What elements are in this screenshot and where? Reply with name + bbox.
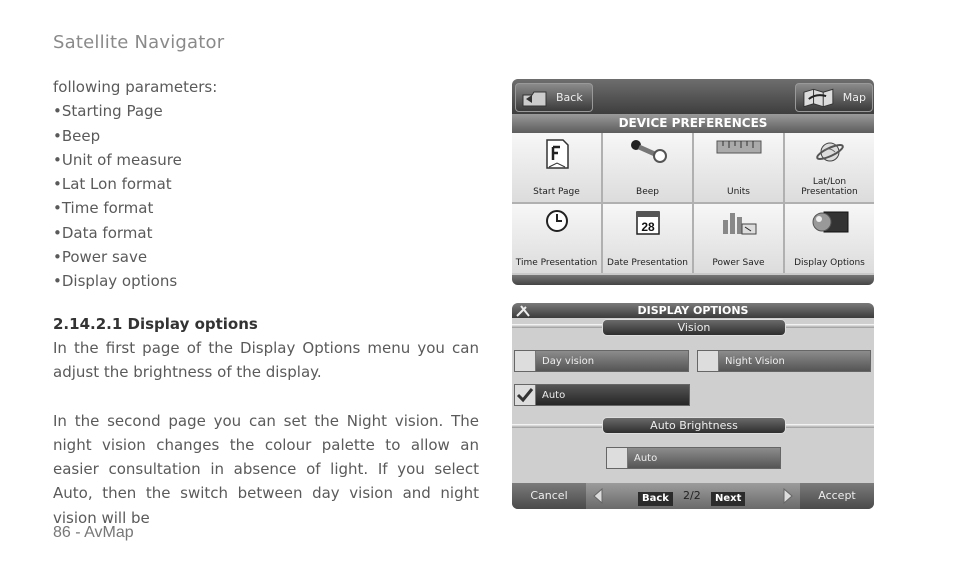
map-button[interactable]: Map bbox=[795, 83, 873, 112]
accept-button[interactable]: Accept bbox=[800, 483, 874, 509]
checkmark-icon bbox=[516, 387, 534, 403]
units-tile[interactable]: Units bbox=[694, 133, 783, 202]
checkbox[interactable] bbox=[607, 448, 628, 468]
calendar-day: 28 bbox=[640, 220, 655, 234]
back-button[interactable]: Back bbox=[515, 83, 593, 112]
page-indicator: 2/2 bbox=[683, 489, 701, 502]
beep-icon bbox=[627, 137, 669, 165]
list-item: •Data format bbox=[53, 223, 153, 242]
list-item: •Display options bbox=[53, 272, 178, 291]
display-options-screen bbox=[512, 303, 874, 509]
auto-vision-option[interactable]: Auto bbox=[514, 384, 690, 406]
display-icon bbox=[808, 208, 852, 236]
globe-icon bbox=[814, 137, 846, 167]
auto-brightness-heading: Auto Brightness bbox=[602, 417, 786, 434]
start-page-icon bbox=[542, 137, 572, 171]
clock-icon bbox=[544, 208, 570, 234]
list-item: •Power save bbox=[53, 248, 148, 267]
bottom-strip bbox=[512, 275, 874, 285]
paragraph: In the second page you can set the Night vision. The night vision changes the colour palette to allow an easier consultation in absence of light. If you select Auto, then the switch between day vision and night vision will be bbox=[53, 411, 479, 527]
back-page-button[interactable]: Back bbox=[638, 492, 673, 506]
checkbox[interactable] bbox=[515, 351, 536, 371]
running-header: Satellite Navigator bbox=[53, 32, 225, 53]
latlon-tile[interactable]: Lat/Lon Presentation bbox=[785, 133, 874, 202]
ruler-icon bbox=[715, 137, 763, 161]
parameter-list bbox=[53, 99, 479, 293]
screen-title: DEVICE PREFERENCES bbox=[512, 114, 874, 133]
time-presentation-tile[interactable]: Time Presentation bbox=[512, 204, 601, 273]
map-icon bbox=[802, 87, 835, 109]
list-item: •Unit of measure bbox=[53, 150, 182, 169]
tools-icon bbox=[515, 304, 533, 318]
vision-heading: Vision bbox=[602, 319, 786, 336]
section-heading: 2.14.2.1 Display options bbox=[53, 314, 258, 333]
body-text bbox=[53, 75, 479, 530]
beep-tile[interactable]: Beep bbox=[603, 133, 692, 202]
cancel-button[interactable]: Cancel bbox=[512, 483, 586, 509]
list-item: •Time format bbox=[53, 199, 154, 218]
date-presentation-tile[interactable]: 28 Date Presentation bbox=[603, 204, 692, 273]
display-options-tile[interactable]: Display Options bbox=[785, 204, 874, 273]
prev-arrow-icon[interactable] bbox=[592, 488, 604, 504]
folder-back-icon bbox=[522, 89, 548, 107]
list-item: •Starting Page bbox=[53, 102, 163, 121]
preferences-grid bbox=[512, 133, 874, 273]
list-item: •Beep bbox=[53, 126, 101, 145]
paragraph: In the first page of the Display Options menu you can adjust the brightness of the display. bbox=[53, 338, 479, 382]
next-arrow-icon[interactable] bbox=[782, 488, 794, 504]
intro-line: following parameters: bbox=[53, 78, 218, 96]
calendar-icon bbox=[634, 208, 662, 236]
power-save-tile[interactable]: Power Save bbox=[694, 204, 783, 273]
checkbox[interactable] bbox=[698, 351, 719, 371]
page-footer: 86 - AvMap bbox=[53, 524, 134, 541]
bottom-bar bbox=[512, 483, 874, 509]
battery-icon bbox=[719, 208, 759, 236]
auto-brightness-option[interactable]: Auto bbox=[606, 447, 781, 469]
screen-title: DISPLAY OPTIONS bbox=[512, 303, 874, 318]
day-vision-option[interactable]: Day vision bbox=[514, 350, 689, 372]
checkbox-checked[interactable] bbox=[515, 385, 536, 405]
night-vision-option[interactable]: Night Vision bbox=[697, 350, 871, 372]
device-preferences-screen bbox=[512, 79, 874, 285]
start-page-tile[interactable]: Start Page bbox=[512, 133, 601, 202]
list-item: •Lat Lon format bbox=[53, 175, 172, 194]
next-page-button[interactable]: Next bbox=[711, 492, 745, 506]
